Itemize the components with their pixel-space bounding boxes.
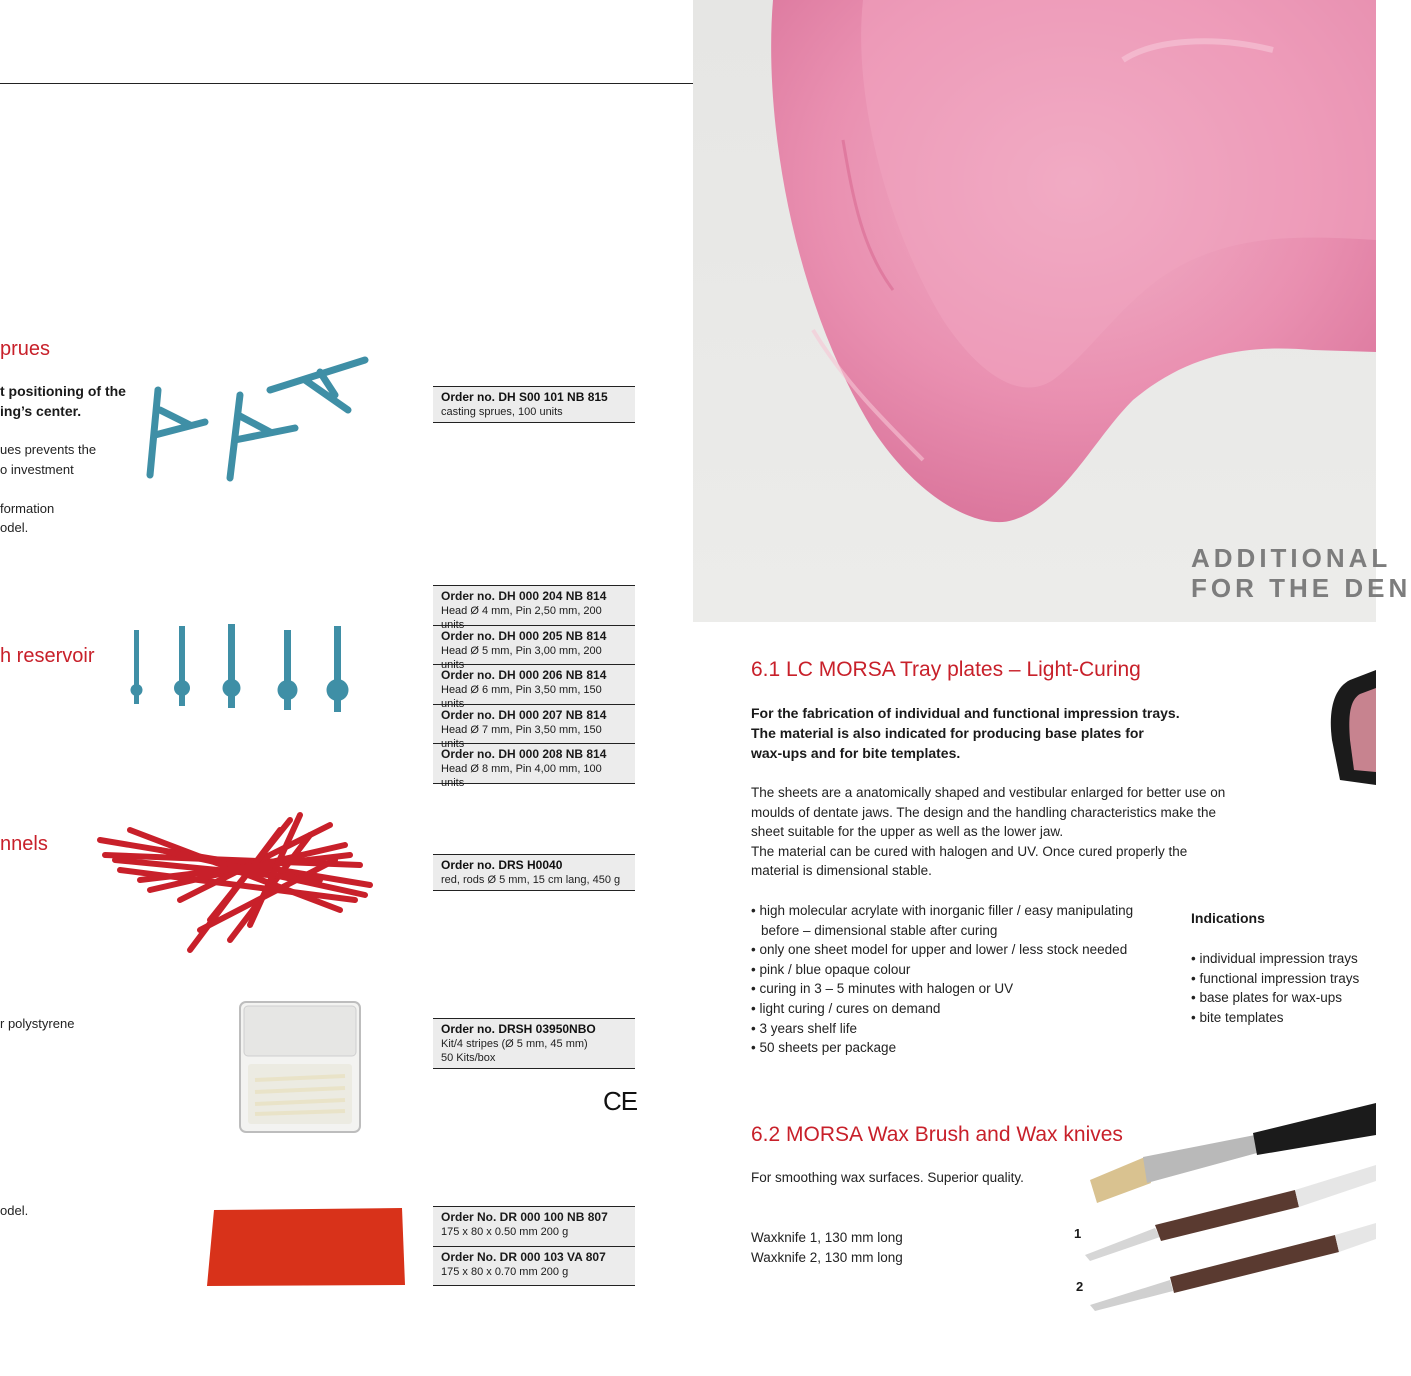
- order-row: Order no. DH 000 206 NB 814 Head Ø 6 mm, Pin 3,50 mm, 150 units: [433, 665, 635, 705]
- ce-mark: CE: [603, 1086, 638, 1116]
- order-row: Order No. DR 000 100 NB 807 175 x 80 x 0.50 mm 200 g: [433, 1207, 635, 1247]
- section-heading-6-1: 6.1 LC MORSA Tray plates – Light-Curing: [751, 658, 1141, 681]
- section-6-2-lead: For smoothing wax surfaces. Superior quality.: [751, 1170, 1024, 1185]
- sprues-image: [130, 350, 390, 490]
- order-row: Order No. DR 000 103 VA 807 175 x 80 x 0.70 mm 200 g: [433, 1247, 635, 1287]
- red-rods-image: [90, 800, 380, 960]
- list-item: • base plates for wax-ups: [1191, 990, 1343, 1006]
- section-6-1-lead: For the fabrication of individual and functional impression trays. The material is also indicated for producing base plates for wax-ups and for bite templates.: [751, 705, 1180, 761]
- kit-body: r polystyrene: [0, 1016, 75, 1031]
- order-stack-reservoir: [433, 585, 635, 789]
- section-heading-channels: nnels: [0, 833, 48, 855]
- list-item: • pink / blue opaque colour: [751, 961, 911, 977]
- list-item: • functional impression trays: [1191, 970, 1360, 986]
- list-item: • 3 years shelf life: [751, 1020, 858, 1036]
- list-item: • high molecular acrylate with inorganic filler / easy manipulating: [751, 903, 1134, 918]
- list-item: before – dimensional stable after curing: [761, 922, 998, 938]
- section-heading-sprues: prues: [0, 338, 51, 360]
- list-item: • curing in 3 – 5 minutes with halogen or UV: [751, 981, 1014, 997]
- sprues-body: ues prevents the o investment formation odel.: [0, 442, 97, 535]
- order-box-kit: Order no. DRSH 03950NBO Kit/4 stripes (Ø 5 mm, 45 mm) 50 Kits/box: [433, 1018, 635, 1069]
- section-6-1-description: The sheets are a anatomically shaped and vestibular enlarged for better use on moulds of dentate jaws. The design and the handling characteristics make the sheet suitable for the upper as well as the lower jaw. The material can be cured with halogen and UV. Once cured properly the material is dimensional stable.: [751, 785, 1226, 879]
- order-box-sprues: Order no. DH S00 101 NB 815 casting sprues, 100 units: [433, 386, 635, 423]
- wax-tools-image: [1085, 1095, 1376, 1325]
- hero-photo: [693, 0, 1376, 622]
- list-item: • individual impression trays: [1191, 951, 1358, 966]
- order-stack-sheets: [433, 1206, 635, 1286]
- section-heading-reservoir: h reservoir: [0, 645, 95, 667]
- sprues-lead: t positioning of the ing’s center.: [0, 383, 126, 419]
- knife-list: Waxknife 1, 130 mm long Waxknife 2, 130 mm long: [751, 1230, 903, 1265]
- sheet-body: odel.: [0, 1203, 29, 1218]
- knife-label-2: 2: [1076, 1279, 1084, 1294]
- list-item: • bite templates: [1191, 1009, 1284, 1025]
- order-row: Order no. DH 000 208 NB 814 Head Ø 8 mm, Pin 4,00 mm, 100 units: [433, 744, 635, 784]
- indications-list: [1191, 949, 1376, 1027]
- order-row: Order no. DH 000 205 NB 814 Head Ø 5 mm, Pin 3,00 mm, 200 units: [433, 626, 635, 666]
- tray-case-image: [1320, 660, 1376, 790]
- hero-title: ADDITIONAL FOR THE DEN: [1191, 543, 1411, 603]
- list-item: • 50 sheets per package: [751, 1040, 897, 1056]
- list-item: • light curing / cures on demand: [751, 1000, 941, 1016]
- order-row: Order no. DH 000 204 NB 814 Head Ø 4 mm, Pin 2,50 mm, 200 units: [433, 586, 635, 626]
- order-row: Order no. DH 000 207 NB 814 Head Ø 7 mm, Pin 3,50 mm, 150 units: [433, 705, 635, 745]
- knife-label-1: 1: [1074, 1226, 1082, 1241]
- list-item: • only one sheet model for upper and lower / less stock needed: [751, 942, 1128, 958]
- indications-title: Indications: [1191, 910, 1265, 926]
- kit-box-image: [230, 990, 370, 1140]
- reservoir-pins-image: [120, 620, 360, 720]
- pink-tray-photo: [693, 0, 1376, 622]
- red-sheet-image: [200, 1200, 410, 1295]
- feature-list: [751, 901, 1151, 1058]
- order-box-channels: Order no. DRS H0040 red, rods Ø 5 mm, 15 cm lang, 450 g: [433, 854, 635, 891]
- section-heading-6-2: 6.2 MORSA Wax Brush and Wax knives: [751, 1123, 1123, 1146]
